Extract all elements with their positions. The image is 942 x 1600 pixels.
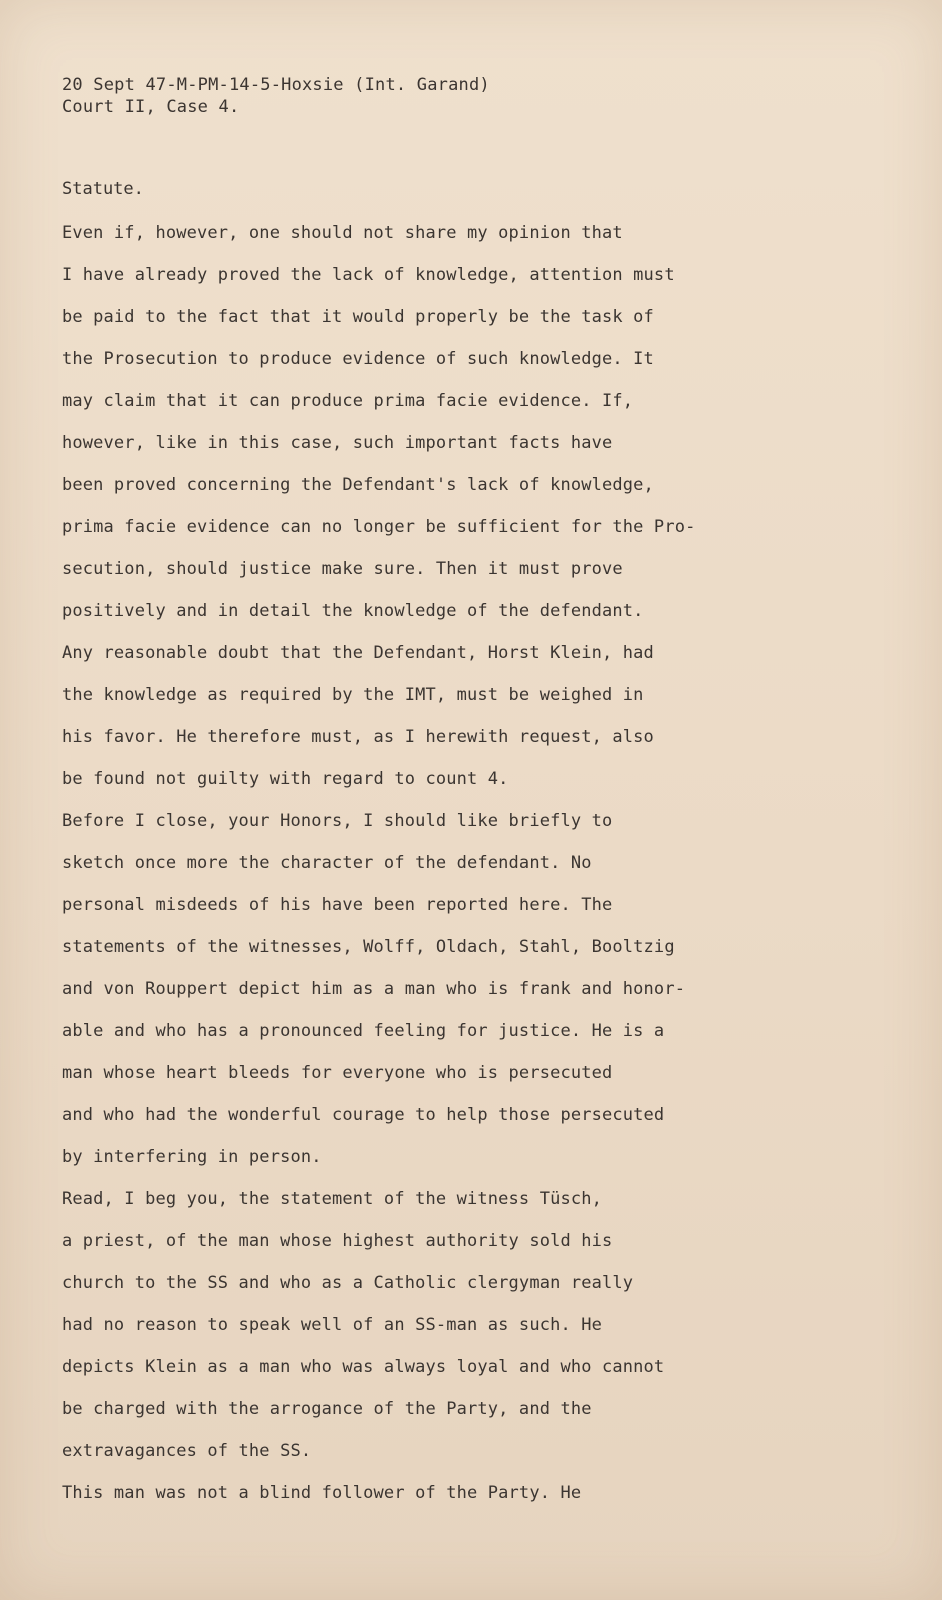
body-line-1: Even if, however, one should not share my opinion that <box>62 223 623 243</box>
body-line-28: depicts Klein as a man who was always loyal and who cannot <box>62 1357 665 1377</box>
body-line-27: had no reason to speak well of an SS-man as such. He <box>62 1315 603 1335</box>
body-line-21: man whose heart bleeds for everyone who is persecuted <box>62 1063 613 1083</box>
body-line-11: Any reasonable doubt that the Defendant, Horst Klein, had <box>62 643 654 663</box>
document-header <box>62 74 490 118</box>
body-line-2: I have already proved the lack of knowledge, attention must <box>62 265 675 285</box>
body-line-31: This man was not a blind follower of the Party. He <box>62 1483 582 1503</box>
body-line-6: however, like in this case, such important facts have <box>62 433 613 453</box>
header-court-line: Court II, Case 4. <box>62 97 240 117</box>
body-line-3: be paid to the fact that it would properly be the task of <box>62 307 654 327</box>
body-line-22: and who had the wonderful courage to help those persecuted <box>62 1105 665 1125</box>
body-line-24: Read, I beg you, the statement of the witness Tüsch, <box>62 1189 603 1209</box>
body-line-19: and von Rouppert depict him as a man who is frank and honor- <box>62 979 686 999</box>
body-line-7: been proved concerning the Defendant's lack of knowledge, <box>62 475 654 495</box>
body-line-17: personal misdeeds of his have been reported here. The <box>62 895 613 915</box>
body-line-14: be found not guilty with regard to count 4. <box>62 769 509 789</box>
body-line-25: a priest, of the man whose highest authority sold his <box>62 1231 613 1251</box>
header-reference-line: 20 Sept 47-M-PM-14-5-Hoxsie (Int. Garand) <box>62 75 490 95</box>
body-line-15: Before I close, your Honors, I should like briefly to <box>62 811 613 831</box>
body-line-16: sketch once more the character of the defendant. No <box>62 853 592 873</box>
body-line-8: prima facie evidence can no longer be sufficient for the Pro- <box>62 517 696 537</box>
body-line-12: the knowledge as required by the IMT, must be weighed in <box>62 685 644 705</box>
body-line-9: secution, should justice make sure. Then it must prove <box>62 559 623 579</box>
body-line-29: be charged with the arrogance of the Party, and the <box>62 1399 592 1419</box>
body-line-20: able and who has a pronounced feeling for justice. He is a <box>62 1021 665 1041</box>
body-line-26: church to the SS and who as a Catholic clergyman really <box>62 1273 634 1293</box>
section-label: Statute. <box>62 179 144 199</box>
body-line-10: positively and in detail the knowledge of the defendant. <box>62 601 644 621</box>
body-line-30: extravagances of the SS. <box>62 1441 312 1461</box>
body-line-18: statements of the witnesses, Wolff, Oldach, Stahl, Booltzig <box>62 937 675 957</box>
body-line-23: by interfering in person. <box>62 1147 322 1167</box>
body-line-13: his favor. He therefore must, as I herewith request, also <box>62 727 654 747</box>
body-line-4: the Prosecution to produce evidence of such knowledge. It <box>62 349 654 369</box>
body-line-5: may claim that it can produce prima facie evidence. If, <box>62 391 634 411</box>
